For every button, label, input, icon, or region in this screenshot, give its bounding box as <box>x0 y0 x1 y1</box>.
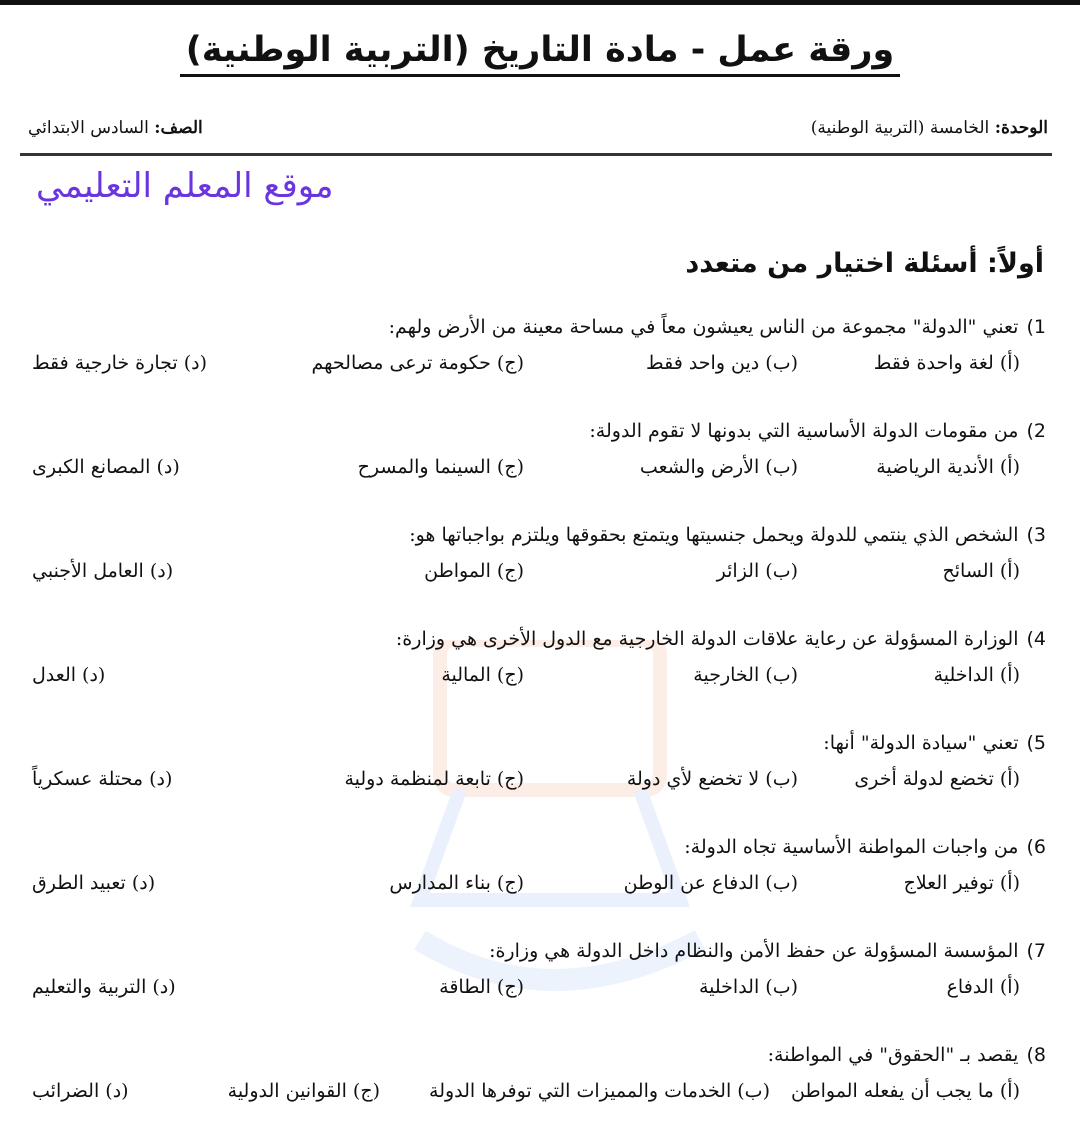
option-a: (أ) الداخلية <box>933 664 1020 686</box>
question-text: تعني "سيادة الدولة" أنها: <box>823 732 1019 754</box>
options-row <box>32 450 1020 484</box>
option-c: (ج) المالية <box>441 664 524 686</box>
question-number: 6) <box>1026 836 1046 858</box>
option-c: (ج) تابعة لمنظمة دولية <box>344 768 524 790</box>
options-row <box>32 658 1020 692</box>
question-text: من مقومات الدولة الأساسية التي بدونها لا تقوم الدولة: <box>589 420 1019 442</box>
unit-value: الخامسة (التربية الوطنية) <box>810 118 990 138</box>
question-number: 4) <box>1026 628 1046 650</box>
option-d: (د) الضرائب <box>32 1080 129 1102</box>
top-border <box>0 0 1080 5</box>
question-text: الوزارة المسؤولة عن رعاية علاقات الدولة الخارجية مع الدول الأخرى هي وزارة: <box>395 628 1019 650</box>
option-c: (ج) الطاقة <box>439 976 524 998</box>
worksheet-title <box>0 26 1080 74</box>
option-b: (ب) الدفاع عن الوطن <box>623 872 798 894</box>
question-stem <box>589 414 1046 448</box>
question <box>32 934 1046 1038</box>
option-b: (ب) الخدمات والمميزات التي توفرها الدولة <box>429 1080 770 1102</box>
option-a: (أ) لغة واحدة فقط <box>873 352 1020 374</box>
option-c: (ج) بناء المدارس <box>389 872 524 894</box>
question <box>32 518 1046 622</box>
unit-label: الوحدة: <box>994 118 1048 138</box>
option-c: (ج) السينما والمسرح <box>357 456 524 478</box>
question-stem <box>768 1038 1046 1072</box>
worksheet-title-text: ورقة عمل - مادة التاريخ (التربية الوطنية) <box>180 30 901 77</box>
question <box>32 726 1046 830</box>
question-number: 2) <box>1026 420 1046 442</box>
option-d: (د) المصانع الكبرى <box>32 456 180 478</box>
worksheet-meta <box>28 112 1048 144</box>
option-a: (أ) الدفاع <box>946 976 1020 998</box>
header-divider <box>20 153 1052 156</box>
option-a: (أ) توفير العلاج <box>903 872 1020 894</box>
option-a: (أ) تخضع لدولة أخرى <box>854 768 1020 790</box>
unit-info <box>811 112 1048 144</box>
question-stem <box>823 726 1046 760</box>
question-text: من واجبات المواطنة الأساسية تجاه الدولة: <box>684 836 1019 858</box>
options-row <box>32 762 1020 796</box>
option-b: (ب) الأرض والشعب <box>639 456 798 478</box>
question-text: تعني "الدولة" مجموعة من الناس يعيشون معاً في مساحة معينة من الأرض ولهم: <box>388 316 1019 338</box>
question-stem <box>389 310 1046 344</box>
section-title: أولاً: أسئلة اختيار من متعدد <box>685 248 1044 279</box>
option-b: (ب) دين واحد فقط <box>646 352 798 374</box>
options-row <box>32 346 1020 380</box>
option-d: (د) العدل <box>32 664 106 686</box>
option-b: (ب) الزائر <box>716 560 798 582</box>
options-row <box>32 554 1020 588</box>
question-number: 1) <box>1026 316 1046 338</box>
question-stem <box>396 622 1046 656</box>
option-a: (أ) الأندية الرياضية <box>876 456 1020 478</box>
site-name: موقع المعلم التعليمي <box>36 166 334 206</box>
option-d: (د) تعبيد الطرق <box>32 872 156 894</box>
question <box>32 1038 1046 1142</box>
question-stem <box>409 518 1046 552</box>
options-row <box>32 1074 1020 1108</box>
option-c: (ج) المواطن <box>424 560 524 582</box>
question-text: الشخص الذي ينتمي للدولة ويحمل جنسيتها ويتمتع بحقوقها ويلتزم بواجباتها هو: <box>409 524 1019 546</box>
question <box>32 414 1046 518</box>
grade-label: الصف: <box>154 118 203 138</box>
question-number: 3) <box>1026 524 1046 546</box>
options-row <box>32 970 1020 1004</box>
question-number: 8) <box>1026 1044 1046 1066</box>
question-number: 7) <box>1026 940 1046 962</box>
option-b: (ب) الداخلية <box>698 976 798 998</box>
option-a: (أ) ما يجب أن يفعله المواطن <box>791 1080 1020 1102</box>
question-stem <box>489 934 1046 968</box>
option-d: (د) التربية والتعليم <box>32 976 176 998</box>
option-d: (د) تجارة خارجية فقط <box>32 352 207 374</box>
option-c: (ج) حكومة ترعى مصالحهم <box>311 352 524 374</box>
question <box>32 622 1046 726</box>
option-a: (أ) السائح <box>942 560 1020 582</box>
question-stem <box>684 830 1046 864</box>
question <box>32 830 1046 934</box>
question <box>32 310 1046 414</box>
options-row <box>32 866 1020 900</box>
grade-info <box>28 112 203 144</box>
question-text: المؤسسة المسؤولة عن حفظ الأمن والنظام داخل الدولة هي وزارة: <box>489 940 1019 962</box>
option-b: (ب) لا تخضع لأي دولة <box>626 768 798 790</box>
questions-list <box>32 310 1046 1142</box>
option-c: (ج) القوانين الدولية <box>227 1080 380 1102</box>
option-b: (ب) الخارجية <box>693 664 798 686</box>
option-d: (د) محتلة عسكرياً <box>32 768 173 790</box>
question-number: 5) <box>1026 732 1046 754</box>
grade-value: السادس الابتدائي <box>28 118 149 138</box>
option-d: (د) العامل الأجنبي <box>32 560 174 582</box>
question-text: يقصد بـ "الحقوق" في المواطنة: <box>767 1044 1019 1066</box>
